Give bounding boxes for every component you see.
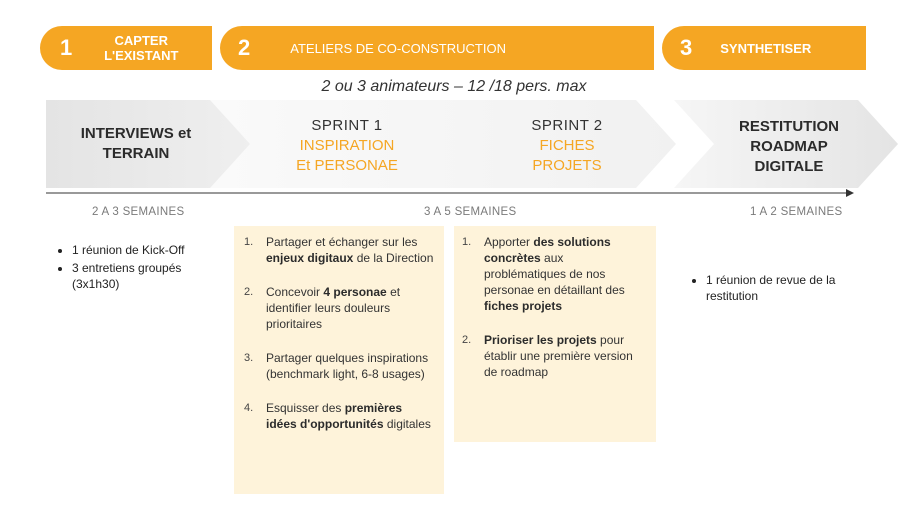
sprint-1-title: SPRINT 1 [311, 117, 383, 134]
step-interviews-line2: TERRAIN [102, 145, 170, 162]
phase-1-label-line2: L'EXISTANT [104, 48, 179, 63]
item-text: Concevoir [266, 285, 324, 299]
sprint-1-activities-box [234, 226, 444, 494]
phase-2-label: ATELIERS DE CO-CONSTRUCTION [290, 40, 506, 56]
workshop-subtitle: 2 ou 3 animateurs – 12 /18 pers. max [321, 78, 587, 95]
sprint-1-activities-list [244, 234, 436, 432]
item-text: Esquisser des [266, 401, 345, 415]
step-sprint-1 [262, 116, 432, 176]
item-text: Apporter [484, 235, 534, 249]
item-highlight: 4 personae [323, 285, 387, 299]
step-restitution-line3: DIGITALE [754, 158, 824, 175]
item-highlight: fiches projets [484, 299, 563, 313]
item-number: 2. [462, 334, 472, 346]
item-number: 1. [244, 236, 254, 248]
item-text: aux problématiques de nos personae en détaillant des [484, 251, 625, 297]
item-text: Partager et échanger sur les [266, 235, 418, 249]
sprint-1-sub1: INSPIRATION [299, 137, 395, 154]
sprint-1-sub2: Et PERSONAE [296, 157, 398, 174]
phase-3-bullet-list [690, 272, 856, 306]
phase-3-label: SYNTHETISER [720, 40, 812, 56]
item-text: digitales [383, 417, 431, 431]
step-interviews-line1: INTERVIEWS et [80, 125, 192, 142]
list-item [244, 234, 436, 266]
item-highlight: premières idées d'opportunités [266, 401, 403, 431]
item-text: pour établir une première version de roadmap [484, 333, 633, 379]
duration-phase-2: 3 A 5 SEMAINES [424, 206, 517, 218]
duration-phase-3: 1 A 2 SEMAINES [750, 206, 843, 218]
list-item [462, 234, 648, 314]
list-item: • 1 réunion de Kick-Off [72, 242, 222, 258]
phase-2-number: 2 [238, 35, 251, 60]
sprint-2-sub1: FICHES [539, 137, 595, 154]
phase-3-number: 3 [680, 35, 693, 60]
step-restitution [716, 117, 862, 177]
timeline-arrowhead [846, 189, 854, 197]
item-number: 1. [462, 236, 472, 248]
item-number: 4. [244, 402, 254, 414]
item-text: de la Direction [353, 251, 434, 265]
list-item [462, 332, 648, 380]
step-sprint-2 [482, 116, 652, 176]
sprint-2-activities-list [462, 234, 648, 380]
item-text: Partager quelques inspirations (benchmark light, 6-8 usages) [266, 351, 429, 381]
phase-1-label-line1: CAPTER [114, 33, 168, 48]
list-item [244, 400, 436, 432]
sprint-2-title: SPRINT 2 [531, 117, 603, 134]
item-text: et identifier leurs douleurs prioritaires [266, 285, 401, 331]
item-number: 2. [244, 286, 254, 298]
item-highlight: enjeux digitaux [266, 251, 354, 265]
phase-1-bullet-list [56, 242, 222, 294]
list-item: • 3 entretiens groupés (3x1h30) [72, 260, 222, 292]
list-item [244, 284, 436, 332]
step-interviews [56, 124, 216, 164]
list-item [244, 350, 436, 382]
duration-phase-1: 2 A 3 SEMAINES [92, 206, 185, 218]
item-highlight: Prioriser les projets [484, 333, 597, 347]
step-restitution-line2: ROADMAP [750, 138, 828, 155]
list-item: • 1 réunion de revue de la restitution [706, 272, 856, 304]
phase-1-number: 1 [60, 35, 73, 60]
item-number: 3. [244, 352, 254, 364]
step-restitution-line1: RESTITUTION [739, 118, 839, 135]
sprint-2-activities-box [454, 226, 656, 442]
sprint-2-sub2: PROJETS [532, 157, 602, 174]
item-highlight: des solutions concrètes [484, 235, 611, 265]
